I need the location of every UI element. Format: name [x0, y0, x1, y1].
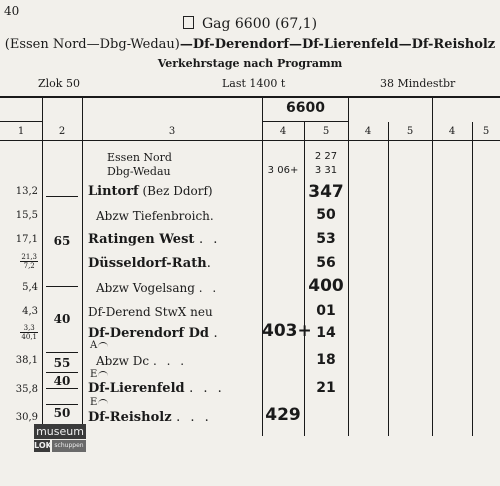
museum-logo — [34, 424, 86, 452]
column-number: 5 — [322, 126, 330, 137]
km-fraction: $\frac{21,3}{7,2}$ — [21, 253, 37, 270]
km-fraction: $\frac{3,3}{40,1}$ — [21, 324, 37, 341]
train-number-rule — [262, 121, 348, 122]
station-name: Df-Derend StwX neu — [88, 305, 213, 319]
note-marker: E — [90, 369, 108, 380]
departure-time: 21 — [316, 380, 336, 396]
departure-time: 18 — [316, 352, 336, 368]
arc-icon — [98, 342, 108, 348]
station-name: Abzw Vogelsang . . — [96, 281, 220, 295]
departure-time: 50 — [316, 207, 336, 223]
station-name: Abzw Tiefenbroich. — [96, 209, 217, 223]
grad-rule — [46, 404, 78, 405]
train-symbol-icon — [183, 16, 194, 29]
km-value: 30,9 — [15, 412, 38, 423]
km-value: 17,1 — [15, 234, 38, 245]
departure-time: 53 — [316, 231, 336, 247]
arc-icon — [98, 371, 108, 377]
col-rule-6 — [388, 122, 389, 436]
station-name: Df-Reisholz . . . — [88, 410, 212, 425]
departure-time: 3 31 — [314, 165, 338, 176]
train-title-text: Gag 6600 (67,1) — [201, 16, 318, 32]
grad-rule — [46, 372, 78, 373]
km-value: 35,8 — [15, 384, 38, 395]
grad-rule — [46, 388, 78, 389]
col-rule-3 — [262, 96, 263, 436]
arc-icon — [98, 399, 108, 405]
gradient-value: 40 — [53, 312, 71, 326]
departure-time: 56 — [316, 255, 336, 271]
load: Last 1400 t — [222, 77, 286, 90]
gradient-value: 55 — [53, 356, 71, 370]
note-marker: A — [90, 340, 108, 351]
column-number: 5 — [482, 126, 490, 137]
grad-rule — [46, 196, 78, 197]
page-number: 40 — [4, 4, 20, 18]
station-name: Düsseldorf-Rath. — [88, 256, 214, 271]
station-name: Df-Derendorf Dd . — [88, 326, 221, 341]
col-rule-7 — [432, 96, 433, 436]
station-name: Ratingen West . . — [88, 232, 221, 247]
train-number: 6600 — [286, 100, 325, 116]
column-number: 4 — [364, 126, 372, 137]
km-value: 38,1 — [15, 355, 38, 366]
departure-time: 14 — [316, 325, 336, 341]
station-name: Lintorf (Bez Ddorf) — [88, 184, 213, 199]
station-name: Dbg-Wedau — [107, 165, 171, 178]
locomotive: Zlok 50 — [38, 77, 80, 90]
departure-time: 400 — [308, 276, 344, 296]
col-rule-2 — [82, 96, 83, 426]
grad-rule — [46, 286, 78, 287]
departure-time: 2 27 — [314, 151, 338, 162]
gradient-value: 65 — [53, 234, 71, 248]
grad-rule — [46, 352, 78, 353]
logo-left-text: LOK — [34, 441, 52, 450]
route-plain: (Essen Nord—Dbg-Wedau) — [4, 37, 180, 52]
departure-time: 347 — [308, 182, 344, 202]
logo-right-text: schuppen — [52, 440, 86, 452]
column-number-rule — [0, 140, 500, 141]
column-number: 1 — [17, 126, 25, 137]
station-name: Df-Lierenfeld . . . — [88, 381, 225, 396]
route-line — [0, 37, 500, 52]
column-number: 4 — [448, 126, 456, 137]
header-rule-left — [0, 121, 42, 122]
operating-days: Verkehrstage nach Programm — [157, 57, 343, 70]
km-value: 4,3 — [22, 306, 38, 317]
column-number: 3 — [168, 126, 176, 137]
departure-time: 01 — [316, 303, 336, 319]
km-value: 13,2 — [15, 186, 38, 197]
station-name: Abzw Dc . . . — [96, 354, 188, 368]
column-number: 5 — [406, 126, 414, 137]
km-value: 15,5 — [15, 210, 38, 221]
km-value: 5,4 — [22, 282, 38, 293]
min-brake: 38 Mindestbr — [380, 77, 456, 90]
column-number: 2 — [58, 126, 66, 137]
train-title — [0, 16, 500, 32]
gradient-value: 50 — [53, 406, 71, 420]
note-marker: E — [90, 397, 108, 408]
station-name: Essen Nord — [107, 151, 172, 164]
col-rule-5 — [348, 96, 349, 436]
logo-top-text: museum — [34, 424, 86, 439]
table-top-rule — [0, 96, 500, 98]
gradient-value: 40 — [53, 374, 71, 388]
arrival-time: 429 — [265, 405, 301, 425]
route-bold: —Df-Derendorf—Df-Lierenfeld—Df-Reisholz — [179, 37, 496, 52]
column-number: 4 — [279, 126, 287, 137]
col-rule-8 — [472, 122, 473, 436]
arrival-time: 403+ — [262, 321, 312, 341]
arrival-time: 3 06+ — [267, 165, 299, 176]
